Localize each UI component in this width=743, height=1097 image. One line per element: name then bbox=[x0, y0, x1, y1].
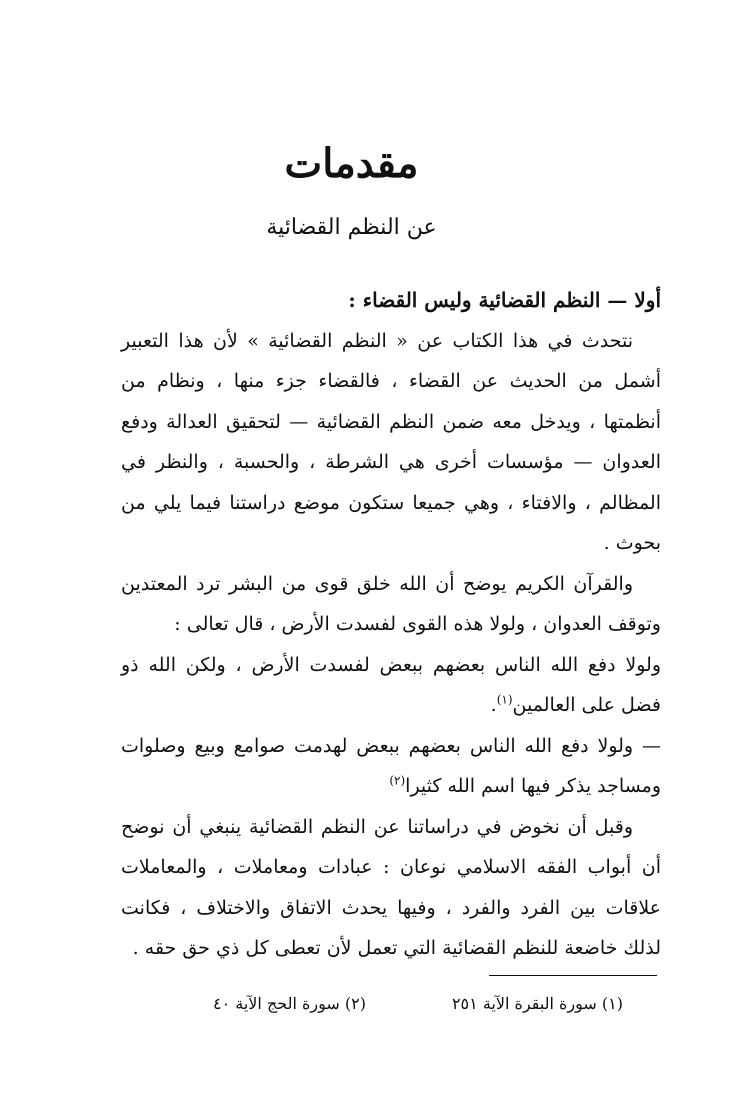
verse-1-ref: (١) bbox=[496, 692, 513, 707]
footnotes bbox=[213, 994, 623, 1013]
closing-paragraph: وقبل أن نخوض في دراساتنا عن النظم القضائية ينبغي أن نوضح أن أبواب الفقه الاسلامي نوعان : عبادات ومعاملات ، والمعاملات علاقات بين الفرد والفرد ، وفيها يحدث الاتفاق والاختلاف ، فكانت لذلك خاضعة للنظم القضائية التي تعمل لأن تعطى كل ذي حق حقه . bbox=[121, 815, 661, 959]
paragraph-1: نتحدث في هذا الكتاب عن « النظم القضائية » لأن هذا التعبير أشمل من الحديث عن القضاء ، فالقضاء جزء منها ، ونظام من أنظمتها ، ويدخل معه ضمن النظم القضائية — لتحقيق العدالة ودفع العدوان — مؤسسات أخرى هي الشرطة ، والحسبة ، والنظر في المظالم ، والافتاء ، وهي جميعا ستكون موضع دراستنا فيما يلي من بحوث . bbox=[121, 329, 661, 554]
page-title: مقدمات bbox=[284, 140, 419, 187]
footnote-2: (٢) سورة الحج الآية ٤٠ bbox=[213, 994, 366, 1013]
verse-1-text: ولولا دفع الله الناس بعضهم ببعض لفسدت الأرض ، ولكن الله ذو فضل على العالمين bbox=[121, 653, 661, 716]
verse-2-ref: (٢) bbox=[389, 773, 406, 788]
verse-2 bbox=[121, 726, 661, 807]
paragraph-2: والقرآن الكريم يوضح أن الله خلق قوى من البشر ترد المعتدين وتوقف العدوان ، ولولا هذه القوى لفسدت الأرض ، قال تعالى : bbox=[121, 572, 661, 635]
verse-1: ولولا دفع الله الناس بعضهم ببعض لفسدت الأرض ، ولكن الله ذو فضل على العالمين$^{(١)}$. bbox=[121, 653, 661, 716]
verse-2-text: — ولولا دفع الله الناس بعضهم ببعض لهدمت صوامع وبيع وصلوات ومساجد يذكر فيها اسم الله كثيرا bbox=[121, 734, 661, 797]
footnote-1: (١) سورة البقرة الآية ٢٥١ bbox=[451, 994, 623, 1013]
page-subtitle: عن النظم القضائية bbox=[266, 215, 437, 240]
footnote-divider bbox=[489, 975, 657, 976]
body-text bbox=[121, 280, 661, 969]
section-heading: أولا — النظم القضائية وليس القضاء : bbox=[348, 288, 661, 312]
